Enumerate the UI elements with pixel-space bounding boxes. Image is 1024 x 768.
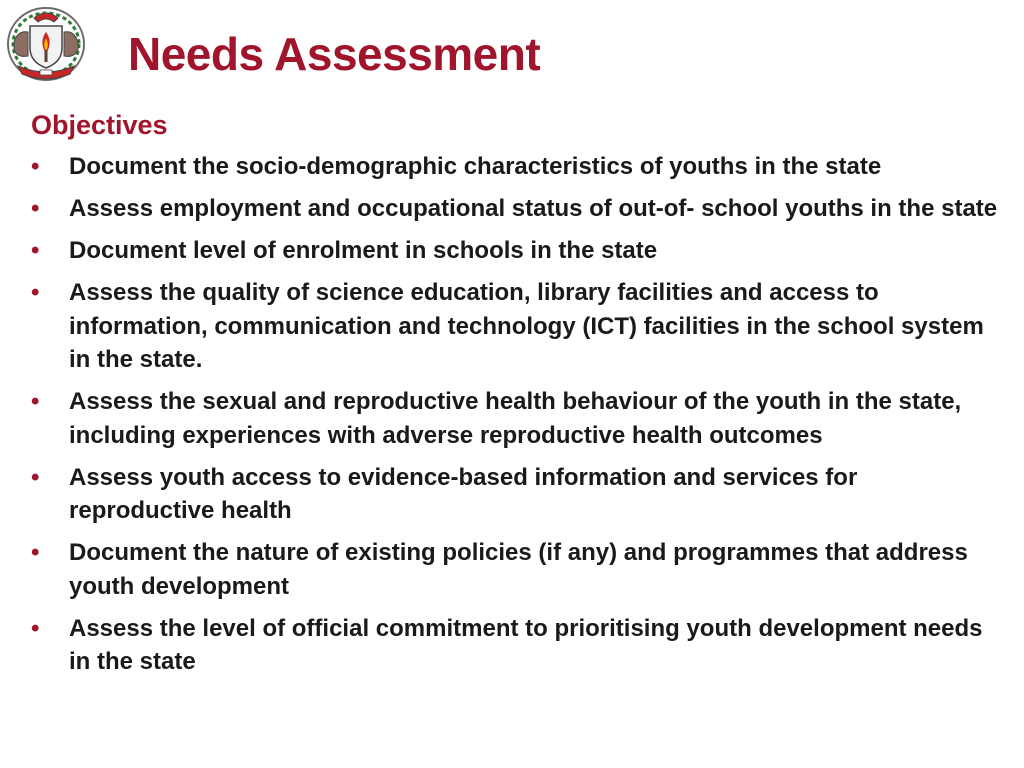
bullet-icon: • bbox=[31, 614, 40, 642]
bullet-icon: • bbox=[31, 388, 40, 415]
coat-of-arms-graphic bbox=[4, 4, 88, 84]
objective-item bbox=[31, 536, 1006, 603]
objective-text: Document the socio-demographic characteristics of youths in the state bbox=[69, 153, 882, 180]
bullet-icon: • bbox=[31, 279, 40, 306]
objective-item bbox=[31, 234, 1006, 268]
objective-text: Assess the quality of science education, library facilities and access to information, communication and technology (ICT) facilities in the school system in the state. bbox=[69, 279, 984, 373]
objective-text: Assess youth access to evidence-based information and services for reproductive health bbox=[69, 463, 858, 524]
objective-item bbox=[31, 276, 1006, 377]
objective-text: Document level of enrolment in schools in the state bbox=[69, 237, 658, 264]
bullet-icon: • bbox=[31, 237, 40, 264]
objective-text: Assess the level of official commitment to prioritising youth development needs in the state bbox=[69, 614, 983, 675]
objective-item bbox=[31, 461, 1006, 528]
bullet-icon: • bbox=[31, 153, 40, 180]
objective-item bbox=[31, 385, 1006, 452]
state-coat-of-arms-icon bbox=[4, 4, 88, 84]
bullet-icon: • bbox=[31, 195, 40, 222]
objective-item bbox=[31, 612, 1006, 679]
objective-text: Document the nature of existing policies (if any) and programmes that address youth development bbox=[69, 539, 968, 600]
objectives-heading: Objectives bbox=[31, 110, 168, 140]
objectives-list bbox=[31, 150, 1006, 687]
objective-text: Assess the sexual and reproductive health behaviour of the youth in the state, including experiences with adverse reproductive health outcomes bbox=[69, 388, 962, 449]
bullet-icon: • bbox=[31, 539, 40, 566]
objective-text: Assess employment and occupational status of out-of- school youths in the state bbox=[69, 195, 998, 222]
objective-item bbox=[31, 192, 1006, 226]
bullet-icon: • bbox=[31, 463, 40, 491]
page-title: Needs Assessment bbox=[128, 28, 541, 80]
objective-item bbox=[31, 150, 1006, 184]
